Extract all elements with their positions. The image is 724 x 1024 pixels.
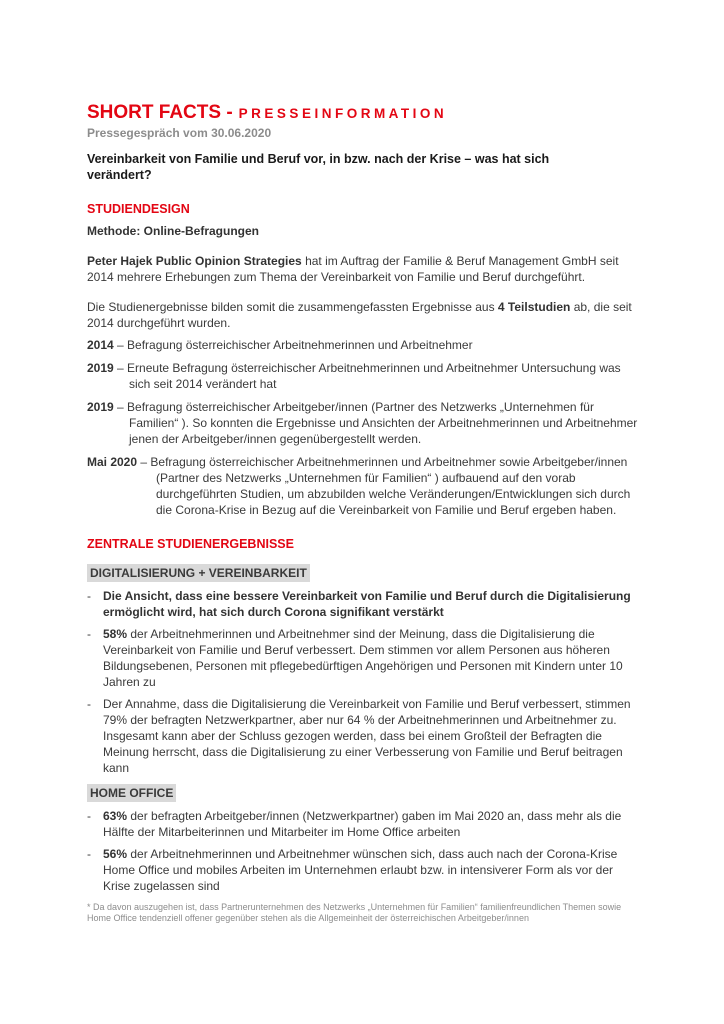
summary-pre: Die Studienergebnisse bilden somit die zusammengefassten Ergebnisse aus — [87, 300, 498, 314]
bullet-text: Der Annahme, dass die Digitalisierung die Vereinbarkeit von Familie und Beruf verbessert, stimmen 79% der befragten Netzwerkpartner, aber nur 64 % der Arbeitnehmerinnen und Arbeitnehmer zu. Insgesamt kann aber der Schluss gezogen werden, dass bei einem Großteil der Befragten die Meinung herrscht, dass die Digitalisierung zu einer Verbesserung von Familie und Beruf beitragen kann — [103, 697, 631, 775]
bullet-percent: 56% — [103, 847, 128, 861]
study-year: 2019 — [87, 361, 114, 375]
bullet-percent: 58% — [103, 627, 128, 641]
press-date: Pressegespräch vom 30.06.2020 — [87, 126, 272, 140]
method-line: Methode: Online-Befragungen — [87, 224, 259, 238]
bullet-dash: - — [87, 809, 91, 823]
lead-question — [87, 151, 643, 183]
summary-bold: 4 Teilstudien — [497, 300, 571, 314]
lead-line-1: Vereinbarkeit von Familie und Beruf vor, in bzw. nach der Krise – was hat sich — [87, 152, 550, 166]
study-item — [87, 399, 643, 447]
subsection-digitalisierung — [87, 564, 643, 582]
summary-paragraph — [87, 299, 643, 331]
study-year: 2019 — [87, 400, 114, 414]
bullet-text: der befragten Arbeitgeber/innen (Netzwerkpartner) gaben im Mai 2020 an, dass mehr als die Hälfte der Mitarbeiterinnen und Mitarbeiter im Home Office arbeiten — [103, 809, 622, 839]
subsection-heading-homeoffice: HOME OFFICE — [87, 784, 176, 802]
section-heading-ergebnisse: ZENTRALE STUDIENERGEBNISSE — [87, 537, 294, 551]
title-sub: PRESSEINFORMATION — [238, 106, 448, 121]
bullet-text: der Arbeitnehmerinnen und Arbeitnehmer sind der Meinung, dass die Digitalisierung die Vereinbarkeit von Familie und Beruf verbessert. Dem stimmen vor allem Personen aus höheren Bildungsebenen, Personen mit pflegebedürftigen Angehörigen und Personen mit Kindern unter 10 Jahren zu — [103, 627, 623, 689]
study-year: Mai 2020 — [87, 455, 138, 469]
list-item — [87, 588, 643, 620]
bullet-dash: - — [87, 847, 91, 861]
study-text: – Befragung österreichischer Arbeitgeber/innen (Partner des Netzwerks „Unternehmen für Familien“ ). So konnten die Ergebnisse und Ansichten der Arbeitnehmerinnen und Arbeitnehmer jenen der Arbeitgeber/innen gegenübergestellt werden. — [113, 400, 638, 446]
list-item — [87, 626, 643, 690]
study-year: 2014 — [87, 338, 114, 352]
bullet-text: der Arbeitnehmerinnen und Arbeitnehmer wünschen sich, dass auch nach der Corona-Krise Home Office und mobiles Arbeiten im Unternehmen erlaubt bzw. in intensiverer Form als vor der Krise zugelassen sind — [103, 847, 618, 893]
title-main: SHORT FACTS - — [87, 102, 233, 123]
bullet-dash: - — [87, 697, 91, 711]
list-item — [87, 846, 643, 894]
bullet-percent: 63% — [103, 809, 128, 823]
study-item — [87, 337, 643, 353]
lead-line-2: verändert? — [87, 168, 152, 182]
study-text: – Befragung österreichischer Arbeitnehmerinnen und Arbeitnehmer — [113, 338, 473, 352]
study-item — [87, 454, 643, 518]
digitalisierung-bullets — [87, 588, 643, 776]
bullet-dash: - — [87, 627, 91, 641]
study-text: – Erneute Befragung österreichischer Arbeitnehmerinnen und Arbeitnehmer Untersuchung was sich seit 2014 verändert hat — [113, 361, 621, 391]
subsection-heading-digitalisierung: DIGITALISIERUNG + VEREINBARKEIT — [87, 564, 310, 582]
intro-rest: hat im Auftrag der Familie & Beruf Management GmbH seit 2014 mehrere Erhebungen zum Thema der Vereinbarkeit von Familie und Beruf durchgeführt. — [87, 254, 619, 284]
study-text: – Befragung österreichischer Arbeitnehmerinnen und Arbeitnehmer sowie Arbeitgeber/innen (Partner des Netzwerks „Unternehmen für Familien“ ) aufbauend auf den vorab durchgeführten Studien, um abzubilden welche Veränderungen/Entwicklungen sich durch die Corona-Krise in Bezug auf die Vereinbarkeit von Familie und Beruf ergeben haben. — [137, 455, 631, 517]
list-item — [87, 808, 643, 840]
document-page — [87, 102, 643, 924]
intro-bold: Peter Hajek Public Opinion Strategies — [87, 254, 302, 268]
list-item — [87, 696, 643, 776]
bullet-dash: - — [87, 589, 91, 603]
bullet-text: Die Ansicht, dass eine bessere Vereinbarkeit von Familie und Beruf durch die Digitalisierung ermöglicht wird, hat sich durch Corona signifikant verstärkt — [103, 589, 631, 619]
homeoffice-bullets — [87, 808, 643, 894]
footnote: * Da davon auszugehen ist, dass Partnerunternehmen des Netzwerks „Unternehmen für Familien“ familienfreundlichen Themen sowie Home Office tendenziell offener gegenüber stehen als die Allgemeinheit der österreichischen Arbeitgeber/innen — [87, 902, 622, 923]
intro-paragraph — [87, 253, 643, 285]
summary-post: ab, die seit 2014 durchgeführt wurden. — [87, 300, 632, 330]
section-heading-studiendesign: STUDIENDESIGN — [87, 202, 190, 216]
study-item — [87, 360, 643, 392]
subsection-homeoffice — [87, 784, 643, 802]
document-title — [87, 102, 643, 125]
